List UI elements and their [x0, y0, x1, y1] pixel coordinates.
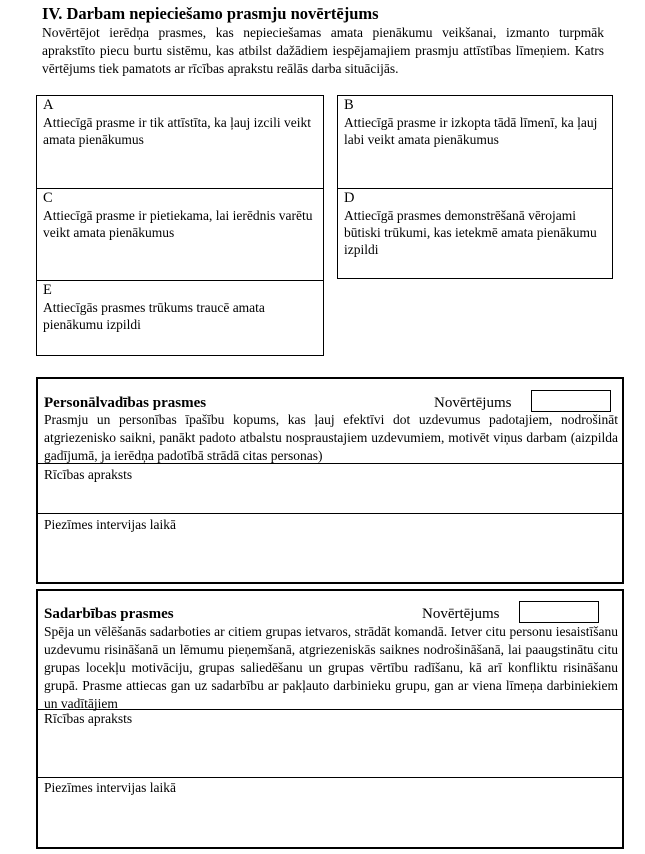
level-box-a	[36, 95, 324, 189]
level-letter: E	[43, 282, 52, 298]
action-description-label: Rīcības apraksts	[44, 711, 133, 726]
skill-title: Sadarbības prasmes	[44, 606, 174, 622]
level-box-c	[36, 188, 324, 281]
level-description: Attiecīgā prasme ir pietiekama, lai ierēdnis varētu veikt amata pienākumus	[43, 208, 313, 240]
interview-notes-label: Piezīmes intervijas laikā	[44, 517, 176, 532]
divider	[38, 777, 622, 778]
action-description-field[interactable]	[44, 483, 616, 510]
section-title: IV. Darbam nepieciešamo prasmju novērtējums	[42, 4, 379, 23]
interview-notes-field[interactable]	[44, 797, 616, 843]
rating-label: Novērtējums	[434, 395, 512, 411]
action-description-field[interactable]	[44, 728, 616, 773]
level-letter: C	[43, 190, 53, 206]
level-box-e	[36, 280, 324, 356]
rating-input[interactable]	[519, 601, 599, 623]
level-box-d	[337, 188, 613, 279]
rating-label: Novērtējums	[422, 606, 500, 622]
skill-title: Personālvadības prasmes	[44, 395, 207, 411]
divider	[38, 463, 622, 464]
level-letter: B	[344, 97, 354, 113]
interview-notes-label: Piezīmes intervijas laikā	[44, 780, 176, 795]
interview-notes-field[interactable]	[44, 534, 616, 578]
level-description: Attiecīgā prasme ir tik attīstīta, ka ļauj izcili veikt amata pienākumus	[43, 115, 312, 147]
skill-description: Prasmju un personības īpašību kopums, kas ļauj efektīvi dot uzdevumus padotajiem, nodrošināt atgriezenisko saikni, panākt padoto atbalstu nospraustajiem uzdevumiem, motivēt viņus darbam (aizpilda gadījumā, ja ierēdņa padotībā strādā citas personas)	[44, 412, 618, 463]
level-box-b	[337, 95, 613, 189]
divider	[38, 513, 622, 514]
level-description: Attiecīgā prasmes demonstrēšanā vērojami būtiski trūkumi, kas ietekmē amata pienākumu izpildi	[344, 208, 597, 257]
level-description: Attiecīgās prasmes trūkums traucē amata pienākumu izpildi	[43, 300, 265, 332]
section-intro: Novērtējot ierēdņa prasmes, kas nepieciešamas amata pienākumu veikšanai, izmanto turpmāk aprakstīto piecu burtu sistēmu, kas atbilst dažādiem iespējamajiem prasmju attīstības līmeņiem. Katrs vērtējums tiek pamatots ar rīcības aprakstu reālās darba situācijās.	[42, 25, 604, 76]
skill-block-cooperation	[36, 589, 624, 849]
level-description: Attiecīgā prasme ir izkopta tādā līmenī, ka ļauj labi veikt amata pienākumus	[344, 115, 598, 147]
level-letter: D	[344, 190, 355, 206]
action-description-label: Rīcības apraksts	[44, 467, 133, 482]
skill-description: Spēja un vēlēšanās sadarboties ar citiem grupas ietvaros, strādāt komandā. Ietver citu personu iesaistīšanu uzdevumu risināšanā un lēmumu pieņemšanā, atgriezeniskās saiknes nodrošināšanā, lai paaugstinātu citu grupas locekļu motivāciju, grupas saliedēšanu un grupas vērtību radīšanu, kā arī konfliktu risināšanu grupā. Prasme attiecas gan uz sadarbību ar pakļauto darbinieku grupu, gan ar viena līmeņa darbiniekiem un vadītājiem	[44, 624, 618, 711]
rating-input[interactable]	[531, 390, 611, 412]
level-letter: A	[43, 97, 54, 113]
skill-block-personnel-management	[36, 377, 624, 584]
